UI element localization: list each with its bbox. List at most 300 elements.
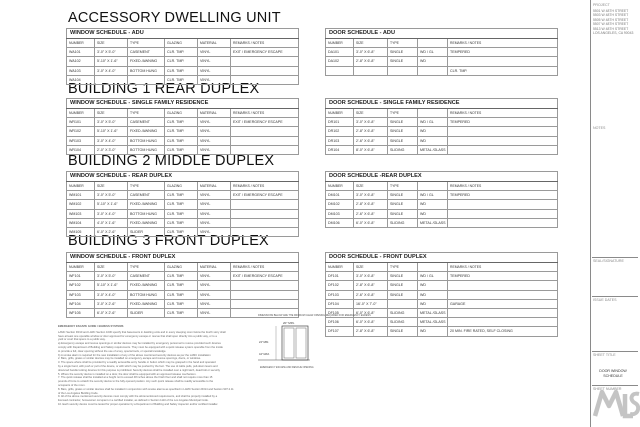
table-cell: WD [418, 299, 448, 308]
table-cell: WM102 [67, 200, 95, 209]
table-cell: 5'-10" X 1'-6" [95, 200, 128, 209]
table-cell: 2'-8" X 6'-8" [354, 281, 388, 290]
table-cell: 3'-0" X 6'-8" [354, 191, 388, 200]
table-cell: VINYL [198, 272, 231, 281]
table-cell: FIXED /AWNING [128, 127, 165, 136]
column-header: SIZE [95, 39, 128, 48]
table-cell [231, 75, 299, 84]
column-header: NUMBER [326, 39, 354, 48]
table-cell: EXIT / EMERGENCY ESCAPE [231, 48, 299, 57]
table-cell: 2'-6" X 6'-8" [354, 136, 388, 145]
table-row [326, 299, 558, 308]
table-cell: WD / GL [418, 118, 448, 127]
table-cell: CLR. TMP. [165, 281, 198, 290]
column-header: SIZE [95, 263, 128, 272]
table-cell: CASEMENT [128, 118, 165, 127]
table-cell: SINGLE [388, 48, 418, 57]
table-cell: 6'-0" X 6'-8" [354, 218, 388, 227]
table-cell: SINGLE [388, 200, 418, 209]
table-row [67, 272, 299, 281]
table-cell [388, 66, 418, 75]
table-cell: 6'-0" X 6'-8" [354, 318, 388, 327]
egress-note-line: b) A smoke alarm is required for the new installation of any of the above mentioned security devices as per the LAMC installation [58, 353, 211, 357]
column-header: SIZE [95, 182, 128, 191]
table-cell [231, 136, 299, 145]
egress-note-line: licensed contractor, homeowner occupant or a certified installer, as defined in Section 1110 of the Los Angeles Municipal Code. [58, 399, 209, 403]
table-cell [448, 57, 558, 66]
egress-note-line: LAMC Section R310 and LARC Section 1030 specify that basements in dwelling units and in every sleeping room below the fourth story shall [58, 330, 226, 334]
table-cell [231, 66, 299, 75]
table-cell [231, 127, 299, 136]
table-row [67, 299, 299, 308]
diagram-height-dim: 24" MIN. [259, 341, 270, 344]
table-row [67, 48, 299, 57]
table-cell: VINYL [198, 191, 231, 200]
table-cell: VINYL [198, 209, 231, 218]
column-header: TYPE [128, 182, 165, 191]
table-cell: WD [418, 327, 448, 336]
table-cell: WM101 [67, 191, 95, 200]
table-cell: METAL /GLASS [418, 218, 448, 227]
egress-note-line: to provide a full, clear opening without the use of a key, special tools, or special knowledge. [58, 349, 167, 353]
table-cell [231, 145, 299, 154]
table-cell: DM103 [326, 209, 354, 218]
table-cell: DF107 [326, 327, 354, 336]
column-header: GLAZING [165, 263, 198, 272]
project-label: PROJECT [593, 3, 610, 7]
table-cell [231, 299, 299, 308]
table-cell: DA102 [326, 57, 354, 66]
table-cell: WM105 [67, 227, 95, 236]
egress-note-line: have at least one operable window or door approved for emergency escape or rescue that shall open directly into a public way, or to a [58, 334, 217, 338]
table-cell: DR103 [326, 136, 354, 145]
egress-note-line: 7. The quick release shall be installed at a height not to exceed 48 inches above the finish floor and shall not require more than 15 [58, 376, 213, 380]
column-header [418, 182, 448, 191]
column-header: NUMBER [326, 109, 354, 118]
egress-note-line: of the Los Angeles Building Code. [58, 391, 99, 395]
table-row [67, 118, 299, 127]
table-cell: CLR. TMP. [165, 290, 198, 299]
table-cell: CASEMENT [128, 272, 165, 281]
table-cell [448, 281, 558, 290]
table-cell: VINYL [198, 308, 231, 317]
section-title-adu: ACCESSORY DWELLING UNIT [68, 10, 281, 26]
table-cell: 3'-0" X 2'-6" [95, 299, 128, 308]
table-cell: EXIT / EMERGENCY ESCAPE [231, 272, 299, 281]
column-header: MATERIAL [198, 39, 231, 48]
table-row [326, 327, 558, 336]
table-cell [448, 145, 558, 154]
sheet-title-label: SHEET TITLE [593, 353, 616, 357]
table-cell: SINGLE [388, 118, 418, 127]
table-cell: SINGLE [388, 281, 418, 290]
table-cell: WR101 [67, 118, 95, 127]
table-row [326, 127, 558, 136]
table-cell: SINGLE [388, 136, 418, 145]
table-cell: 2'-6" X 6'-8" [354, 290, 388, 299]
table-cell [231, 290, 299, 299]
section-title-building-1: BUILDING 1 REAR DUPLEX [68, 81, 260, 97]
window-schedule-title: WINDOW SCHEDULE - ADU [67, 29, 299, 39]
table-cell [354, 66, 388, 75]
table-cell: WD / GL [418, 48, 448, 57]
table-cell: WA104 [67, 75, 95, 84]
column-header: NUMBER [67, 109, 95, 118]
door-schedule-building-1 [325, 98, 558, 155]
seal-signature-label: SEAL/SIGNATURE [593, 259, 624, 263]
door-schedule-adu [325, 28, 558, 76]
table-row [326, 145, 558, 154]
window-schedule-building-2 [66, 171, 299, 237]
column-header: SIZE [354, 263, 388, 272]
table-cell: WD [418, 57, 448, 66]
table-row [326, 218, 558, 227]
column-header: NUMBER [67, 39, 95, 48]
door-schedule-building-3 [325, 252, 558, 337]
table-cell: METAL /GLASS [418, 308, 448, 317]
table-cell: TEMPERED [448, 48, 558, 57]
table-cell: 8'-0" X 6'-8" [354, 145, 388, 154]
column-header: REMARKS / NOTES [231, 263, 299, 272]
table-row [67, 290, 299, 299]
table-cell: DF106 [326, 318, 354, 327]
table-cell: VINYL [198, 136, 231, 145]
column-header: MATERIAL [198, 263, 231, 272]
column-header: GLAZING [165, 39, 198, 48]
table-cell: DF101 [326, 272, 354, 281]
title-block-divider [590, 0, 591, 427]
column-header: TYPE [388, 182, 418, 191]
table-row [326, 66, 558, 75]
table-cell [448, 290, 558, 299]
table-cell [448, 209, 558, 218]
table-cell: SLIDER [128, 308, 165, 317]
table-cell: VINYL [198, 290, 231, 299]
column-header [418, 109, 448, 118]
column-header: REMARKS / NOTES [448, 182, 558, 191]
table-cell: CLR. TMP. [165, 48, 198, 57]
window-sash-left [284, 328, 294, 358]
table-cell: BOTTOM HUNG [128, 290, 165, 299]
table-cell [231, 218, 299, 227]
table-cell: DF103 [326, 290, 354, 299]
column-header: REMARKS / NOTES [448, 39, 558, 48]
table-cell: VINYL [198, 48, 231, 57]
table-cell: 3'-0" X 6'-8" [354, 272, 388, 281]
table-row [67, 57, 299, 66]
address-line: 5505 W 48TH STREET [593, 17, 629, 22]
egress-notes-title: EMERGENCY ESCAPE GUIDE / EGRESS SYSTEMS [58, 325, 124, 328]
table-cell: WF105 [67, 308, 95, 317]
table-cell: METAL /GLASS [418, 145, 448, 154]
table-cell: CLR. TMP. [165, 118, 198, 127]
table-cell: WD [418, 281, 448, 290]
table-cell [231, 57, 299, 66]
table-cell: WR102 [67, 127, 95, 136]
table-cell: FIXED /AWNING [128, 299, 165, 308]
table-row [326, 48, 558, 57]
table-cell: CLR. TMP. [165, 200, 198, 209]
table-cell: SINGLE [388, 290, 418, 299]
table-cell: FIXED /AWNING [128, 200, 165, 209]
address-line: 5503 W 48TH STREET [593, 13, 629, 18]
table-cell: METAL /GLASS [418, 318, 448, 327]
window-sash-right [296, 328, 306, 358]
table-cell [418, 66, 448, 75]
table-cell: 4'-0" X 1'-6" [95, 218, 128, 227]
table-cell: BOTTOM HUNG [128, 136, 165, 145]
table-cell: CLR. TMP. [165, 145, 198, 154]
table-cell: WD [418, 127, 448, 136]
table-cell: VINYL [198, 57, 231, 66]
table-cell: VINYL [198, 145, 231, 154]
section-title-building-2: BUILDING 2 MIDDLE DUPLEX [68, 153, 275, 169]
table-cell [448, 200, 558, 209]
diagram-width-dim: 20" MIN. [283, 321, 295, 325]
column-header: TYPE [128, 109, 165, 118]
table-cell: WA103 [67, 66, 95, 75]
table-cell [231, 200, 299, 209]
table-cell: SINGLE [388, 191, 418, 200]
table-row [326, 136, 558, 145]
table-row [67, 218, 299, 227]
window-schedule-adu [66, 28, 299, 85]
door-schedule-title: DOOR SCHEDULE - SINGLE FAMILY RESIDENCE [326, 99, 558, 109]
address-line: 5513 W 48TH STREET [593, 26, 629, 31]
table-cell: VINYL [198, 227, 231, 236]
table-cell: CASEMENT [128, 191, 165, 200]
table-cell: 3'-0" X 4'-0" [95, 290, 128, 299]
table-cell: TEMPERED [448, 118, 558, 127]
column-header: NUMBER [67, 182, 95, 191]
column-header: SIZE [354, 39, 388, 48]
table-cell: FIXED /AWNING [128, 57, 165, 66]
address-line: 5507 W 48TH STREET [593, 22, 629, 27]
table-cell: WR104 [67, 145, 95, 154]
mls-watermark-logo [593, 386, 640, 422]
column-header: NUMBER [326, 263, 354, 272]
table-cell [448, 318, 558, 327]
egress-note-line: comply with Department of Building and Safety requirements. They must be equipped with a quick release system operable from the inside [58, 345, 223, 349]
table-row [67, 200, 299, 209]
table-cell: SINGLE [388, 327, 418, 336]
table-cell: WD [418, 209, 448, 218]
table-cell: 3'-0" X 5'-0" [95, 272, 128, 281]
table-cell: VINYL [198, 200, 231, 209]
table-cell: 6'-0" X 6'-8" [354, 308, 388, 317]
egress-note-line: yard or court that opens to a public way. [58, 338, 106, 342]
table-cell: SLIDING [388, 218, 418, 227]
table-cell: DR102 [326, 127, 354, 136]
table-cell: CLR. TMP. [165, 136, 198, 145]
table-cell [326, 66, 354, 75]
column-header: NUMBER [67, 263, 95, 272]
egress-note-line: 2. Bars, grills, grates or similar devices may be installed on emergency escape and rescue openings, doors, or windows. [58, 357, 201, 361]
egress-note-line: 5. Where the security device is installed on a door, the door shall be equipped with an approved release mechanism. [58, 372, 197, 376]
table-cell: WD [418, 290, 448, 299]
diagram-caption: EMERGENCY ESCAPE AND RESCUE OPENING [260, 366, 314, 369]
table-cell: CLR. TMP. [165, 218, 198, 227]
table-cell [128, 75, 165, 84]
table-cell: GARAGE [448, 299, 558, 308]
table-cell: 2'-0" X 3'-0" [95, 145, 128, 154]
table-cell: 5'-10" X 1'-6" [95, 281, 128, 290]
door-schedule-building-2 [325, 171, 558, 228]
window-schedule-building-1 [66, 98, 299, 155]
window-frame-outer [282, 326, 308, 360]
table-cell: BOTTOM HUNG [128, 209, 165, 218]
table-row [326, 272, 558, 281]
table-cell: SINGLE [388, 57, 418, 66]
table-cell: CLR. TMP. [165, 75, 198, 84]
table-cell [448, 136, 558, 145]
table-cell: 3'-0" X 4'-0" [95, 66, 128, 75]
column-header: SIZE [354, 109, 388, 118]
egress-note-line: obscured handle locking devices for this purpose is prohibited. Security devices shall be installed over a night latch, dead bolt or security [58, 368, 220, 372]
table-cell [95, 75, 128, 84]
issue-rule [592, 296, 638, 297]
project-address [593, 9, 633, 35]
table-cell: SLIDING [388, 145, 418, 154]
table-cell: WF103 [67, 290, 95, 299]
table-cell: VINYL [198, 75, 231, 84]
table-cell: CLR. TMP. [165, 191, 198, 200]
table-row [326, 281, 558, 290]
table-row [326, 57, 558, 66]
table-cell: SLIDING [388, 318, 418, 327]
address-line: LOS ANGELES, CA 90043 [593, 31, 634, 36]
table-row [67, 227, 299, 236]
table-cell: 2'-6" X 6'-8" [354, 209, 388, 218]
window-schedule-title: WINDOW SCHEDULE - FRONT DUPLEX [67, 253, 299, 263]
table-cell: WF102 [67, 281, 95, 290]
table-cell: 6'-0" X 2'-6" [95, 227, 128, 236]
table-cell: WR103 [67, 136, 95, 145]
door-schedule-title: DOOR SCHEDULE - FRONT DUPLEX [326, 253, 558, 263]
column-header: SIZE [95, 109, 128, 118]
table-cell: WD [418, 136, 448, 145]
table-cell: VINYL [198, 66, 231, 75]
table-cell: 2'-8" X 6'-8" [354, 200, 388, 209]
table-cell: CLR. TMP. [165, 209, 198, 218]
table-cell: WD / GL [418, 272, 448, 281]
table-cell: CLR. TMP. [448, 66, 558, 75]
column-header: GLAZING [165, 182, 198, 191]
table-cell: 16'-0" X 7'-0" [354, 299, 388, 308]
table-cell: VINYL [198, 127, 231, 136]
table-cell: DF102 [326, 281, 354, 290]
table-cell: WA101 [67, 48, 95, 57]
table-cell [231, 281, 299, 290]
table-cell: CLR. TMP. [165, 227, 198, 236]
column-header: TYPE [388, 39, 418, 48]
table-cell: 5'-10" X 1'-6" [95, 127, 128, 136]
table-cell: WF104 [67, 299, 95, 308]
table-cell [448, 127, 558, 136]
table-cell: WA102 [67, 57, 95, 66]
column-header: REMARKS / NOTES [231, 182, 299, 191]
table-row [67, 136, 299, 145]
column-header: REMARKS / NOTES [231, 109, 299, 118]
sheet-title-rule [592, 351, 638, 352]
table-cell: CLR. TMP. [165, 272, 198, 281]
table-cell: 3'-0" X 4'-0" [95, 209, 128, 218]
seal-rule [592, 257, 638, 258]
table-cell: EXIT / EMERGENCY ESCAPE [231, 118, 299, 127]
egress-note-line: 3. The space where shall be provided by a readily accessible entry handle or button which may be grasped in the hand and operated [58, 361, 216, 365]
table-cell: CLR. TMP. [165, 308, 198, 317]
column-header: TYPE [388, 263, 418, 272]
table-cell: BOTTOM HUNG [128, 145, 165, 154]
door-schedule-title: DOOR SCHEDULE - ADU [326, 29, 558, 39]
table-row [326, 209, 558, 218]
sheet-number-label: SHEET NUMBER [593, 387, 622, 391]
egress-note-line: pounds of force to unlatch the security device to the fully opened position. Any such quick release shall be readily accessible to the [58, 380, 214, 384]
table-row [326, 290, 558, 299]
notes-label: NOTES [593, 126, 606, 130]
address-line: 5501 W 48TH STREET [593, 9, 629, 13]
column-header: MATERIAL [198, 109, 231, 118]
table-cell: 3'-0" X 6'-8" [354, 118, 388, 127]
table-cell: DM106 [326, 218, 354, 227]
table-cell: WM103 [67, 209, 95, 218]
table-cell: CASEMENT [128, 48, 165, 57]
table-cell: TEMPERED [448, 191, 558, 200]
door-schedule-title: DOOR SCHEDULE -REAR DUPLEX [326, 172, 558, 182]
table-cell: DM102 [326, 200, 354, 209]
window-schedule-title: WINDOW SCHEDULE - REAR DUPLEX [67, 172, 299, 182]
table-cell [388, 299, 418, 308]
egress-note-line: 10. Each security device must be tested for proper operation by a Department of Building and Safety inspector and/or certified installer. [58, 402, 219, 406]
table-cell: 3'-0" X 5'-0" [95, 48, 128, 57]
diagram-sill-dim: 44" MAX. [259, 353, 270, 356]
table-cell [231, 227, 299, 236]
column-header: GLAZING [165, 109, 198, 118]
table-row [67, 209, 299, 218]
table-cell: WM104 [67, 218, 95, 227]
table-cell: SLIDER [128, 227, 165, 236]
table-cell: 3'-0" X 5'-0" [95, 118, 128, 127]
table-cell: BOTTOM HUNG [128, 66, 165, 75]
egress-note-line: a) Emergency escape and rescue openings or similar devices may be installed by emergency personnel to rescue provided such devices [58, 342, 221, 346]
table-row [67, 281, 299, 290]
column-header: TYPE [128, 39, 165, 48]
table-cell: 3'-0" X 6'-8" [354, 48, 388, 57]
table-cell: SLIDING [388, 308, 418, 317]
column-header: MATERIAL [198, 182, 231, 191]
table-cell: CLR. TMP. [165, 57, 198, 66]
table-cell [448, 308, 558, 317]
column-header: TYPE [128, 263, 165, 272]
egress-note-line: 8. Bars, grills, grates or similar devices shall be installed in conjunction with smoke alarms as specified in LAMC Section R314 and Section 907.2.11 [58, 387, 234, 391]
table-cell: FIXED /AWNING [128, 281, 165, 290]
table-row [67, 127, 299, 136]
table-cell: SINGLE [388, 127, 418, 136]
table-row [326, 118, 558, 127]
table-cell: 6'-0" X 2'-6" [95, 308, 128, 317]
table-cell: EXIT / EMERGENCY ESCAPE [231, 191, 299, 200]
table-cell: SINGLE [388, 272, 418, 281]
window-schedule-title: WINDOW SCHEDULE - SINGLE FAMILY RESIDENCE [67, 99, 299, 109]
table-cell [448, 218, 558, 227]
table-cell: 3'-0" X 5'-0" [95, 191, 128, 200]
column-header: TYPE [388, 109, 418, 118]
table-cell: CLR. TMP. [165, 66, 198, 75]
egress-note-line: by a single hand, with push or pull of the device, or with which may be pushed by the foot. The use of cable pulls, pull-down levers and [58, 364, 218, 368]
table-cell: DF104 [326, 299, 354, 308]
table-cell: WD / GL [418, 191, 448, 200]
table-cell: VINYL [198, 118, 231, 127]
